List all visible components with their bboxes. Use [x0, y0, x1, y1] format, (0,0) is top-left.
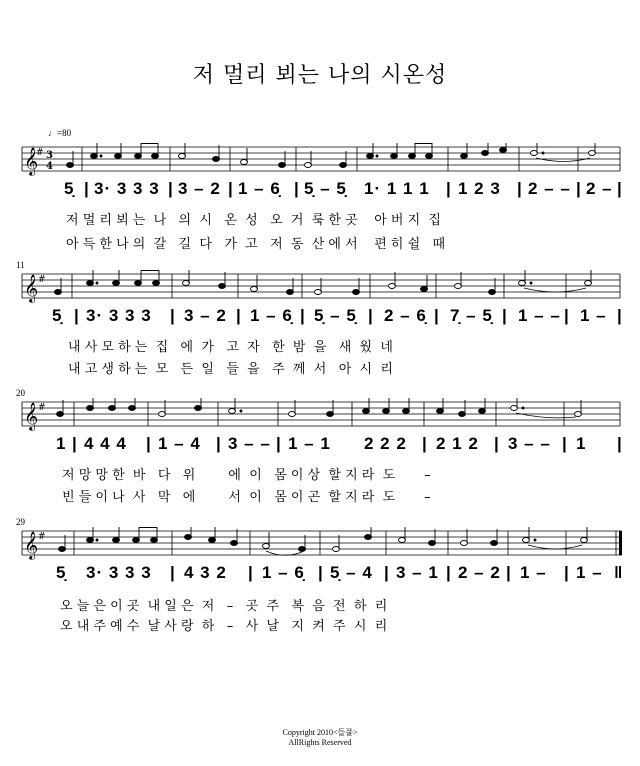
numeric-measure: 4 4 4 [84, 434, 127, 453]
lyric-verse-1: 저 멀 리 뵈 는 나 의 시 온 성 오 거 룩 한 곳 아 버 지 집 [66, 213, 441, 228]
svg-text:#: # [36, 148, 44, 158]
numeric-measure: 1 – [520, 563, 547, 582]
svg-text:#: # [38, 403, 46, 413]
measure-number: 20 [16, 388, 25, 398]
numeric-measure: 1 – [580, 306, 607, 325]
svg-text:#: # [38, 275, 46, 285]
numeric-measure: 2 – [586, 179, 613, 198]
numeric-measure: 3· 3 3 3 [86, 563, 152, 582]
copyright-line-2: AllRights Reserved [288, 738, 352, 747]
numeric-measure: 1 – – [518, 306, 561, 325]
treble-clef-icon: 𝄞 [24, 402, 39, 430]
song-title: 저 멀리 뵈는 나의 시온성 [192, 63, 448, 88]
lyric-verse-2: 빈 들 이 나 사 막 에 서 이 몸 이 곤 할 지 라 도 – [62, 490, 431, 505]
numeric-measure: 5̣ [52, 306, 63, 325]
svg-text:4: 4 [46, 161, 53, 172]
numeric-measure: 3 – – [508, 434, 551, 453]
system-3 [0, 388, 640, 508]
svg-text:3: 3 [46, 150, 53, 161]
lyric-verse-2: 오 내 주 예 수 날 사 랑 하 – 사 날 지 켜 주 시 리 [60, 619, 388, 634]
numeric-measure: 1 [576, 434, 587, 453]
numeric-measure: 3 – – [228, 434, 271, 453]
numeric-measure: 5̣ [56, 563, 67, 582]
numeric-measure: 4 3 2 [184, 563, 227, 582]
numeric-measure: 2 1 2 [436, 434, 479, 453]
numeric-measure: 2 2 2 [364, 434, 407, 453]
staff-3 [0, 398, 640, 434]
measure-number: 11 [16, 260, 25, 270]
numeric-measure: 5̣ – 5̣ [304, 179, 347, 198]
numeric-measure: 1 – 4 [158, 434, 201, 453]
numeric-measure: 1 – [576, 563, 603, 582]
numeric-measure: 1 – 6̣ [238, 179, 281, 198]
numeric-measure: 5̣ – 4 [330, 563, 373, 582]
numeric-measure: 2 – 2 [458, 563, 501, 582]
system-2 [0, 260, 640, 380]
numeric-measure: 1 – 6̣ [262, 563, 305, 582]
system-4 [0, 517, 640, 637]
number-notation-1: 5̣ | 3· 3 3 3 | 3 – 2 | 1 – 6̣ | 5̣ – 5̣ 1· 1 1 1 | 1 2 3 | 2 – – | 2 – | [64, 179, 623, 198]
lyric-verse-1: 오 늘 은 이 곳 내 일 은 저 – 곳 주 복 음 전 하 리 [60, 599, 388, 614]
tempo-marking: ♩=80 [48, 128, 72, 138]
staff-1 [0, 143, 640, 179]
numeric-measure: 1 – 6̣ [250, 306, 293, 325]
lyric-verse-2: 아 득 한 나 의 갈 길 다 가 고 저 동 산 에 서 편 히 쉴 때 [66, 237, 446, 252]
number-notation-4: 5̣ 3· 3 3 3 | 4 3 2 | 1 – 6̣ | 5̣ – 4 | 3 – 1 | 2 – 2 | 1 – | 1 – ‖ [56, 563, 624, 582]
numeric-measure: 5̣ – 5̣ [314, 306, 357, 325]
copyright-line-1: Copyright 2010<들풀> [282, 728, 358, 737]
numeric-measure: 3· 3 3 3 [94, 179, 160, 198]
staff-2 [0, 270, 640, 306]
numeric-measure: 1 [56, 434, 67, 453]
numeric-measure: 2 – – [528, 179, 571, 198]
treble-clef-icon: 𝄞 [24, 274, 39, 302]
number-notation-3: 1 | 4 4 4 | 1 – 4 | 3 – – | 1 – 1 2 2 2 | 2 1 2 | 3 – – | 1 | [56, 434, 623, 453]
measure-number: 29 [16, 517, 25, 527]
numeric-measure: 1 2 3 [458, 179, 501, 198]
staff-4 [0, 527, 640, 563]
numeric-measure: 3 – 1 [396, 563, 439, 582]
numeric-measure: 7̣ – 5̣ [450, 306, 493, 325]
svg-text:#: # [38, 532, 46, 542]
numeric-measure: 5̣ [64, 179, 75, 198]
numeric-measure: 3 – 2 [178, 179, 221, 198]
numeric-measure: 2 – 6̣ [384, 306, 427, 325]
numeric-measure: 1 – 1 [288, 434, 331, 453]
treble-clef-icon: 𝄞 [24, 531, 39, 559]
lyric-verse-2: 내 고 생 하 는 모 든 일 들 을 주 께 서 아 시 리 [68, 362, 393, 377]
copyright [0, 728, 640, 748]
lyric-verse-1: 저 망 망 한 바 다 위 에 이 몸 이 상 할 지 라 도 – [62, 468, 431, 483]
system-1 [0, 143, 640, 253]
numeric-measure: 3 – 2 [184, 306, 227, 325]
number-notation-2: 5̣ | 3· 3 3 3 | 3 – 2 | 1 – 6̣ | 5̣ – 5̣ | 2 – 6̣ | 7̣ – 5̣ | 1 – – | 1 – | [52, 306, 623, 325]
numeric-measure: 3· 3 3 3 [86, 306, 152, 325]
numeric-measure: 1· 1 1 1 [364, 179, 430, 198]
treble-clef-icon: 𝄞 [24, 147, 39, 175]
lyric-verse-1: 내 사 모 하 는 집 에 가 고 자 한 밤 을 새 웠 네 [68, 340, 393, 355]
